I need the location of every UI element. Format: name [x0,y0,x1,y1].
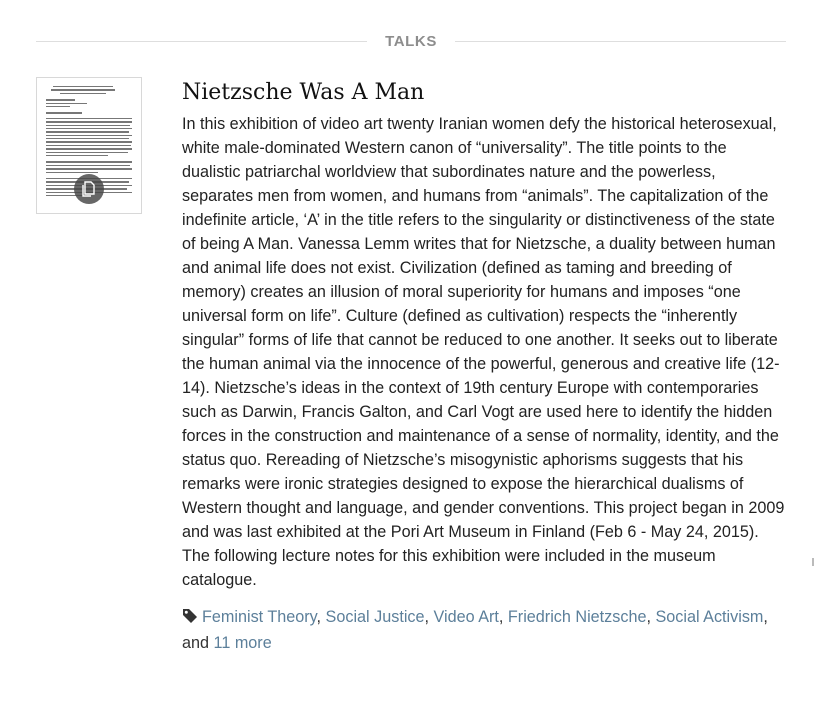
tag-link-video-art[interactable]: Video Art [433,608,499,626]
tag-separator: , [646,608,651,626]
tag-link-social-justice[interactable]: Social Justice [325,608,425,626]
more-tags-link[interactable]: 11 more [213,634,272,652]
tag-separator: , [316,608,322,626]
tag-separator: , [763,608,768,626]
tag-list [182,605,792,655]
section-title: TALKS [385,32,437,50]
tag-link-friedrich-nietzsche[interactable]: Friedrich Nietzsche [507,608,647,626]
paper-thumbnail[interactable] [36,77,142,214]
section-rule-right [455,41,786,42]
document-icon[interactable] [74,174,104,204]
tag-link-feminist-theory[interactable]: Feminist Theory [202,608,317,626]
tag-icon [182,607,198,631]
paper-abstract: In this exhibition of video art twenty Iranian women defy the historical heterosexual, white male-dominated Western canon of “universality”. The title points to the dualistic patriarchal worldview that subordinates nature and the powerless, separates men from women, and humans from “animals”. The capitalization of the indefinite article, ‘A’ in the title refers to the singularity or distinctiveness of the state of being A Man. Vanessa Lemm writes that for Nietzsche, a duality between human and animal life does not exist. Civilization (defined as taming and breeding of memory) creates an illusion of moral superiority for humans and imposes “one universal form on life”. Culture (defined as cultivation) respects the “inherently singular” forms of life that cannot be reduced to one another. It seeks out to liberate the human animal via the innocence of the powerful, generous and creative life (12-14). Nietzsche’s ideas in the context of 19th century Europe with contemporaries such as Darwin, Francis Galton, and Carl Vogt are used here to identify the hidden forces in the construction and maintenance of a sense of normality, identity, and the status quo. Rereading of Nietzsche’s misogynistic aphorisms suggests that his remarks were ironic strategies designed to expose the hierarchical dualisms of Western thought and language, and gender conventions. This project began in 2009 and was last exhibited at the Pori Art Museum in Finland (Feb 6 - May 24, 2015). The following lecture notes for this exhibition were included in the museum catalogue. [182,115,785,589]
section-rule-left [36,41,367,42]
paper-title[interactable]: Nietzsche Was A Man [182,80,425,105]
tag-separator: , [424,608,430,626]
tags-and-text: and [182,634,210,652]
section-header [36,28,786,54]
paper-content [182,78,792,655]
tag-separator: , [498,608,504,626]
tag-link-social-activism[interactable]: Social Activism [655,608,764,626]
